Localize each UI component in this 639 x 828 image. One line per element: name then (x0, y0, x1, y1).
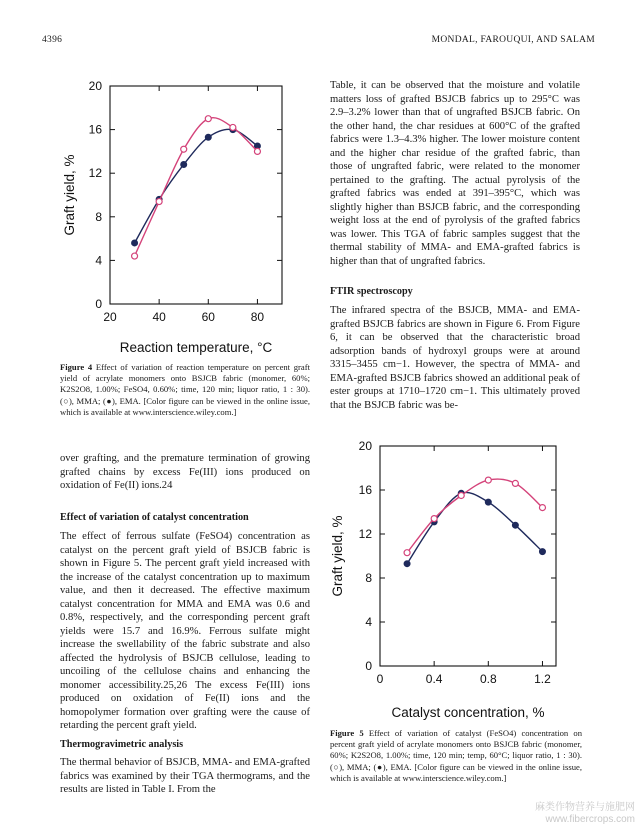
y-tick-label: 0 (95, 297, 102, 311)
data-point-ema (404, 561, 410, 567)
data-point-mma (205, 116, 211, 122)
x-tick-label: 20 (103, 310, 117, 324)
y-tick-label: 16 (88, 122, 102, 137)
y-tick-label: 16 (358, 483, 372, 497)
right-paragraph-2: The infrared spectra of the BSJCB, MMA- and EMA-grafted BSJCB fabrics are shown in Figure 6. From Figure 6, it can be observed that the characteristic broad adsorption bands of hydroxyl groups were at around 3315–3455 cm−1. However, the spectra of MMA- and EMA-grafted BSJCB fabrics showed an additional peak of ester groups at 1710–1720 cm−1. This ultimately proved that the BSJCB fabric was be- (330, 305, 580, 411)
site-watermark (535, 802, 635, 826)
data-point-mma (431, 516, 437, 522)
data-point-mma (132, 253, 138, 259)
left-paragraph-2: The effect of ferrous sulfate (FeSO4) concentration as catalyst on the percent graft yield of BSJCB fabric is shown in Figure 5. The percent graft yield increased with the increase of the catalyst concentration up to maximum value, and then it decreased. The effective maximum catalyst concentration for MMA and EMA was 0.6 and 0.8%, respectively, and the corresponding percent graft yields were 15.7 and 16.9%. Ferrous sulfate might increase the swellability of the fabric substrate and also affected the hydrolysis of BSJCB cellulose, leading to uncoiling of the cellulose chains and enhancing the monomer accessibility.25,26 The excess Fe(III) ions produced on oxidation of Fe(II) ions and the homopolymer formation over grafting were the cause of retarding the percent graft yield. (60, 531, 310, 731)
x-tick-label: 0.8 (479, 672, 497, 686)
y-tick-label: 20 (358, 439, 372, 453)
figure-4-caption-text: Effect of variation of reaction temperature on percent graft yield of acrylate monomers onto BSJCB fabric (monomer, 60%; K2S2O8, 1.00%; FeSO4, 0.60%; time, 120 min; liquor ratio, 1 : 30). (○), MMA; (●), EMA. [Color figure can be viewed in the online issue, which is available at www.interscience.wiley.com.] (60, 362, 310, 417)
y-axis-label: Graft yield, % (62, 154, 77, 236)
data-point-mma (254, 148, 260, 154)
y-axis-label: Graft yield, % (330, 515, 345, 597)
x-tick-label: 40 (152, 310, 166, 324)
data-point-ema (132, 240, 138, 246)
series-line-ema (407, 492, 542, 563)
series-line-mma (407, 479, 542, 553)
section-heading-ftir: FTIR spectroscopy (330, 286, 413, 297)
figure-5-chart (328, 432, 588, 728)
watermark-line-2: www.fibercrops.com (545, 814, 635, 825)
x-tick-label: 60 (201, 310, 215, 324)
data-point-mma (458, 493, 464, 499)
y-tick-label: 12 (358, 527, 372, 541)
x-axis-label: Catalyst concentration, % (391, 705, 545, 720)
right-paragraph-1: Table, it can be observed that the moisture and volatile matters loss of grafted BSJCB fabrics up to 295°C was 2.9–3.2% lower than that of ungrafted BSJCB fabric. On the other hand, the char residues at 600°C of the grafted fabrics were 1.3–4.3% higher. The lower moisture content and the higher char residue of the grafted fabric, than those of ungrafted fabric, were related to the monomer pertained to the grafting. The actual pyrolysis of the grafted fabrics was ended at 391–395°C, which was slightly higher than BSJCB fabric, and the corresponding weight loss at the end of pyrolysis of the grafted fabrics was lower. This TGA of fabric samples suggest that the thermal stability of MMA- and EMA-grafted fabrics is higher than that of ungrafted fabrics. (330, 80, 580, 267)
y-tick-label: 20 (88, 79, 102, 93)
figure-4-caption (60, 362, 310, 418)
y-tick-label: 8 (365, 571, 372, 585)
figure-4-label: Figure 4 (60, 362, 93, 372)
y-tick-label: 4 (95, 253, 102, 268)
plot-frame (110, 86, 282, 304)
data-point-ema (485, 499, 491, 505)
section-heading-tga: Thermogravimetric analysis (60, 739, 184, 750)
watermark-line-1: 麻类作物营养与施肥网 (535, 802, 635, 813)
x-tick-label: 1.2 (534, 672, 551, 686)
running-header-authors: MONDAL, FAROUQUI, AND SALAM (431, 35, 595, 45)
data-point-ema (181, 161, 187, 167)
data-point-mma (485, 477, 491, 483)
data-point-mma (539, 505, 545, 511)
x-tick-label: 80 (250, 310, 265, 324)
x-tick-label: 0.4 (425, 672, 443, 686)
x-tick-label: 0 (376, 672, 384, 686)
series-line-mma (135, 118, 258, 256)
y-tick-label: 12 (88, 166, 102, 181)
left-paragraph-1: over grafting, and the premature termination of growing grafted chains by excess Fe(III) ions produced on oxidation of Fe(II) ions.24 (60, 453, 310, 491)
data-point-mma (230, 124, 236, 130)
y-tick-label: 4 (365, 615, 372, 629)
left-paragraph-3: The thermal behavior of BSJCB, MMA- and EMA-grafted fabrics was examined by their TGA thermograms, and the results are listed in Table I. From the (60, 757, 310, 795)
figure-5-caption (330, 728, 582, 784)
y-tick-label: 0 (365, 659, 372, 673)
figure-5-caption-text: Effect of variation of catalyst (FeSO4) concentration on percent graft yield of acrylate monomers onto BSJCB fabric (monomer, 60%; K2S2O8, 1.00%; time, 120 min; temp, 60°C; liquor ratio, 1 : 30). (○), MMA; (●), EMA. [Color figure can be viewed in the online issue, which is available at www.interscience.wiley.com.] (330, 728, 582, 783)
data-point-ema (539, 549, 545, 555)
data-point-mma (156, 199, 162, 205)
data-point-ema (205, 134, 211, 140)
data-point-ema (512, 522, 518, 528)
series-line-ema (135, 129, 258, 243)
figure-4-chart (60, 76, 300, 366)
y-tick-label: 8 (95, 209, 102, 224)
section-heading-catalyst: Effect of variation of catalyst concentration (60, 512, 249, 523)
x-axis-label: Reaction temperature, °C (119, 340, 273, 355)
page-number: 4396 (42, 35, 63, 45)
data-point-mma (181, 146, 187, 152)
figure-5-label: Figure 5 (330, 728, 364, 738)
data-point-mma (512, 480, 518, 486)
data-point-mma (404, 550, 410, 556)
